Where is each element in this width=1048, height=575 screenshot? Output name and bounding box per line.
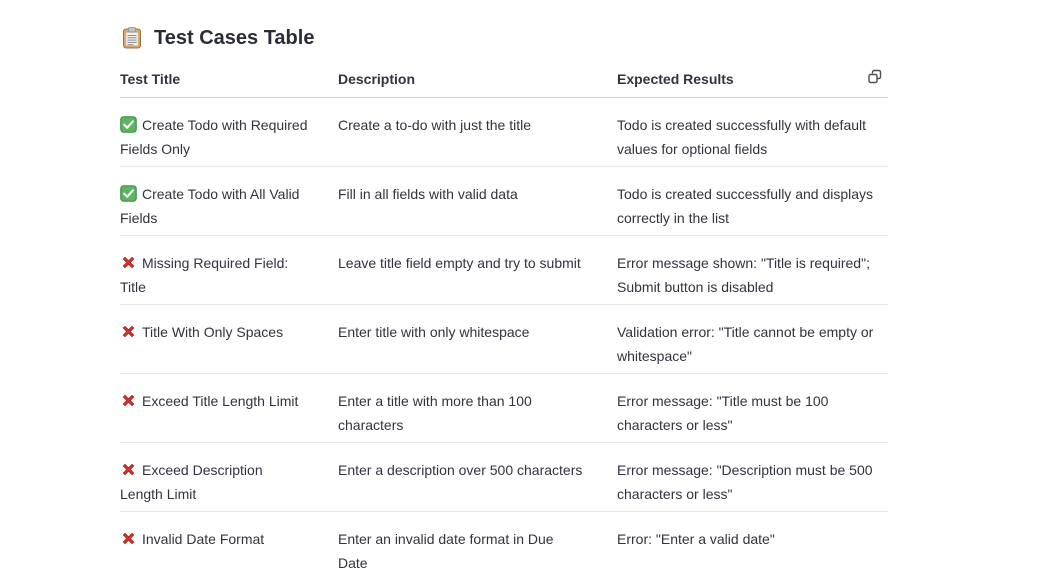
check-icon [120, 185, 137, 202]
description-cell: Enter title with only whitespace [338, 324, 530, 340]
expected-results-cell: Error message: "Description must be 500 characters or less" [617, 462, 873, 502]
column-header-expected-results: Expected Results [617, 71, 734, 87]
table-row [120, 167, 888, 236]
copy-table-button[interactable] [863, 66, 887, 90]
expected-results-cell: Error message: "Title must be 100 characters or less" [617, 393, 829, 433]
description-cell: Enter a description over 500 characters [338, 462, 583, 478]
test-title-cell: Create Todo with Required Fields Only [120, 117, 308, 157]
description-cell: Leave title field empty and try to submit [338, 255, 581, 271]
test-title-cell: Title With Only Spaces [120, 305, 338, 373]
description-cell: Enter a title with more than 100 characters [338, 393, 532, 433]
test-cases-table [120, 66, 888, 575]
expected-results-cell: Error: "Enter a valid date" [617, 531, 775, 547]
test-title-cell: Exceed Description Length Limit [120, 462, 263, 502]
page-title [120, 24, 888, 52]
table-row [120, 512, 888, 575]
test-title-cell: Missing Required Field: Title [120, 255, 289, 295]
cross-icon [120, 323, 137, 340]
test-title-cell: Create Todo with All Valid Fields [120, 186, 300, 226]
table-row [120, 374, 888, 443]
expected-results-cell: Todo is created successfully with default values for optional fields [617, 117, 867, 157]
table-body [120, 98, 888, 575]
table-row [120, 443, 888, 512]
table-row [120, 305, 888, 374]
cross-icon [120, 530, 137, 547]
test-title-cell: Invalid Date Format [120, 512, 338, 575]
test-title-cell: Exceed Title Length Limit [120, 374, 338, 442]
expected-results-cell: Error message shown: "Title is required"; Submit button is disabled [617, 255, 870, 295]
table-row [120, 236, 888, 305]
page-title-text: Test Cases Table [154, 27, 315, 49]
description-cell: Create a to-do with just the title [338, 117, 531, 133]
cross-icon [120, 254, 137, 271]
column-header-description: Description [338, 71, 416, 87]
table-row [120, 98, 888, 167]
expected-results-cell: Validation error: "Title cannot be empty or whitespace" [617, 324, 874, 364]
description-cell: Fill in all fields with valid data [338, 186, 518, 202]
table-header-row [120, 66, 888, 98]
clipboard-icon [120, 26, 144, 50]
column-header-test-title: Test Title [120, 71, 181, 87]
description-cell: Enter an invalid date format in Due Date [338, 531, 554, 571]
expected-results-cell: Todo is created successfully and displays correctly in the list [617, 186, 874, 226]
copy-icon [866, 68, 884, 89]
check-icon [120, 116, 137, 133]
cross-icon [120, 392, 137, 409]
cross-icon [120, 461, 137, 478]
main-content [120, 0, 888, 575]
